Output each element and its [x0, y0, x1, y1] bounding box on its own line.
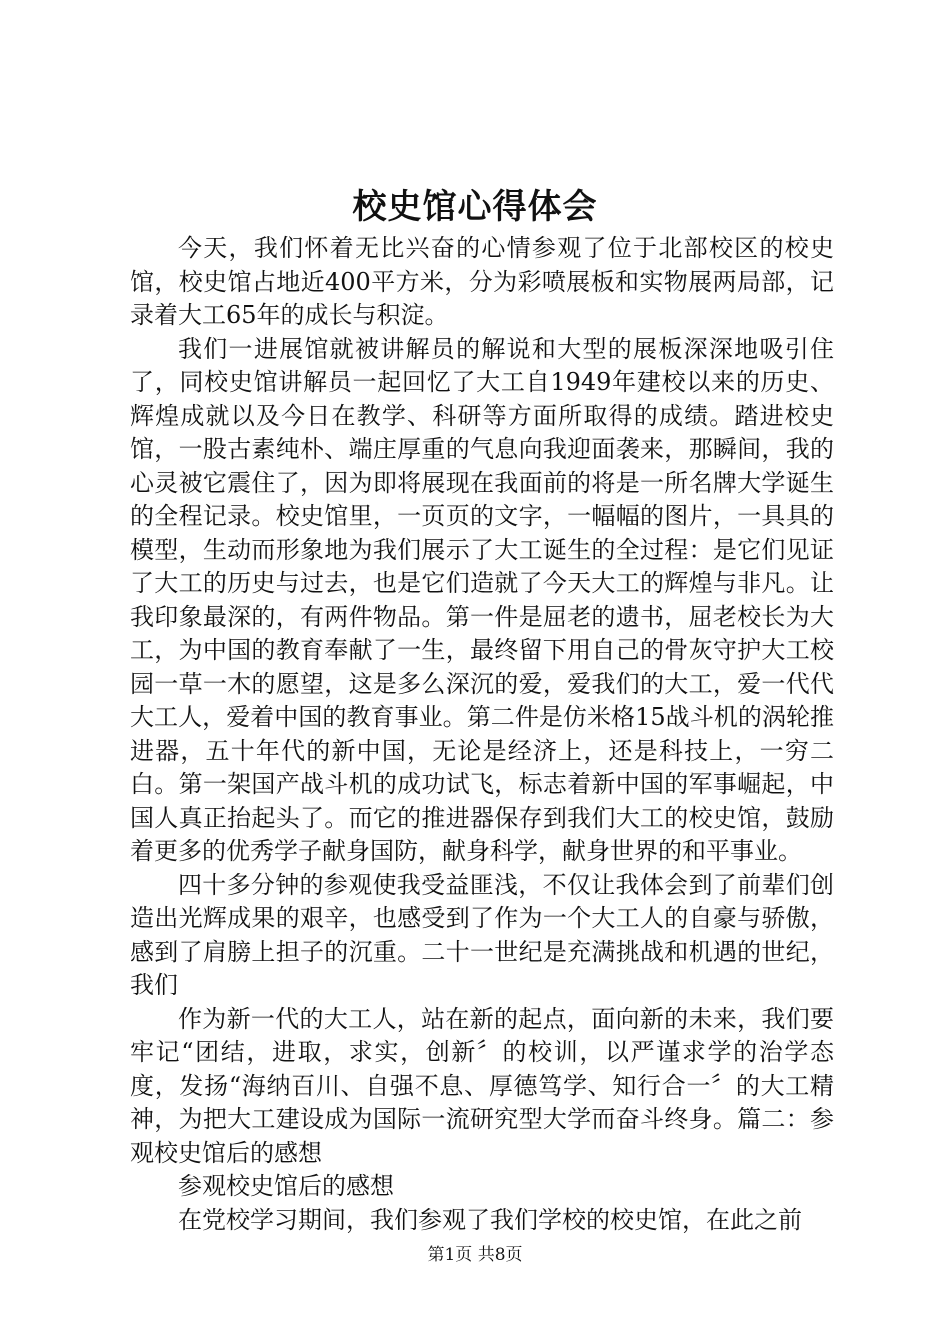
document-title: 校史馆心得体会: [352, 187, 598, 227]
paragraph-second-essay: 在党校学习期间，我们参观了我们学校的校史馆，在此之前: [178, 1205, 802, 1234]
paragraph-mission: 作为新一代的大工人，站在新的起点，面向新的未来，我们要牢记“团结，进取，求实，创新〞的校训，以严谨求学的治学态度，发扬“海纳百川、自强不息、厚德笃学、知行合一〞的大工精神，为把大工建设成为国际一流研究型大学而奋斗终身。篇二：参观校史馆后的感想: [130, 1004, 834, 1167]
page-number-footer: 第1页 共8页: [427, 1245, 523, 1265]
paragraph-reflection: 四十多分钟的参观使我受益匪浅，不仅让我体会到了前辈们创造出光辉成果的艰辛，也感受到了作为一个大工人的自豪与骄傲，感到了肩膀上担子的沉重。二十一世纪是充满挑战和机遇的世纪，我们: [130, 870, 834, 999]
document-body: [130, 232, 834, 1237]
paragraph-intro: 今天，我们怀着无比兴奋的心情参观了位于北部校区的校史馆，校史馆占地近400平方米，分为彩喷展板和实物展两局部，记录着大工65年的成长与积淀。: [130, 234, 834, 329]
paragraph-exhibits: 我们一进展馆就被讲解员的解说和大型的展板深深地吸引住了，同校史馆讲解员一起回忆了大工自1949年建校以来的历史、辉煌成就以及今日在教学、科研等方面所取得的成绩。踏进校史馆，一股古素纯朴、端庄厚重的气息向我迎面袭来，那瞬间，我的心灵被它震住了，因为即将展现在我面前的将是一所名牌大学诞生的全程记录。校史馆里，一页页的文字，一幅幅的图片，一具具的模型，生动而形象地为我们展示了大工诞生的全过程：是它们见证了大工的历史与过去，也是它们造就了今天大工的辉煌与非凡。让我印象最深的，有两件物品。第一件是屈老的遗书，屈老校长为大工，为中国的教育奉献了一生，最终留下用自己的骨灰守护大工校园一草一木的愿望，这是多么深沉的爱，爱我们的大工，爱一代代大工人，爱着中国的教育事业。第二件是仿米格15战斗机的涡轮推进器，五十年代的新中国，无论是经济上，还是科技上，一穷二白。第一架国产战斗机的成功试飞，标志着新中国的军事崛起，中国人真正抬起头了。而它的推进器保存到我们大工的校史馆，鼓励着更多的优秀学子献身国防，献身科学，献身世界的和平事业。: [130, 334, 834, 865]
paragraph-section-heading: 参观校史馆后的感想: [178, 1172, 394, 1200]
